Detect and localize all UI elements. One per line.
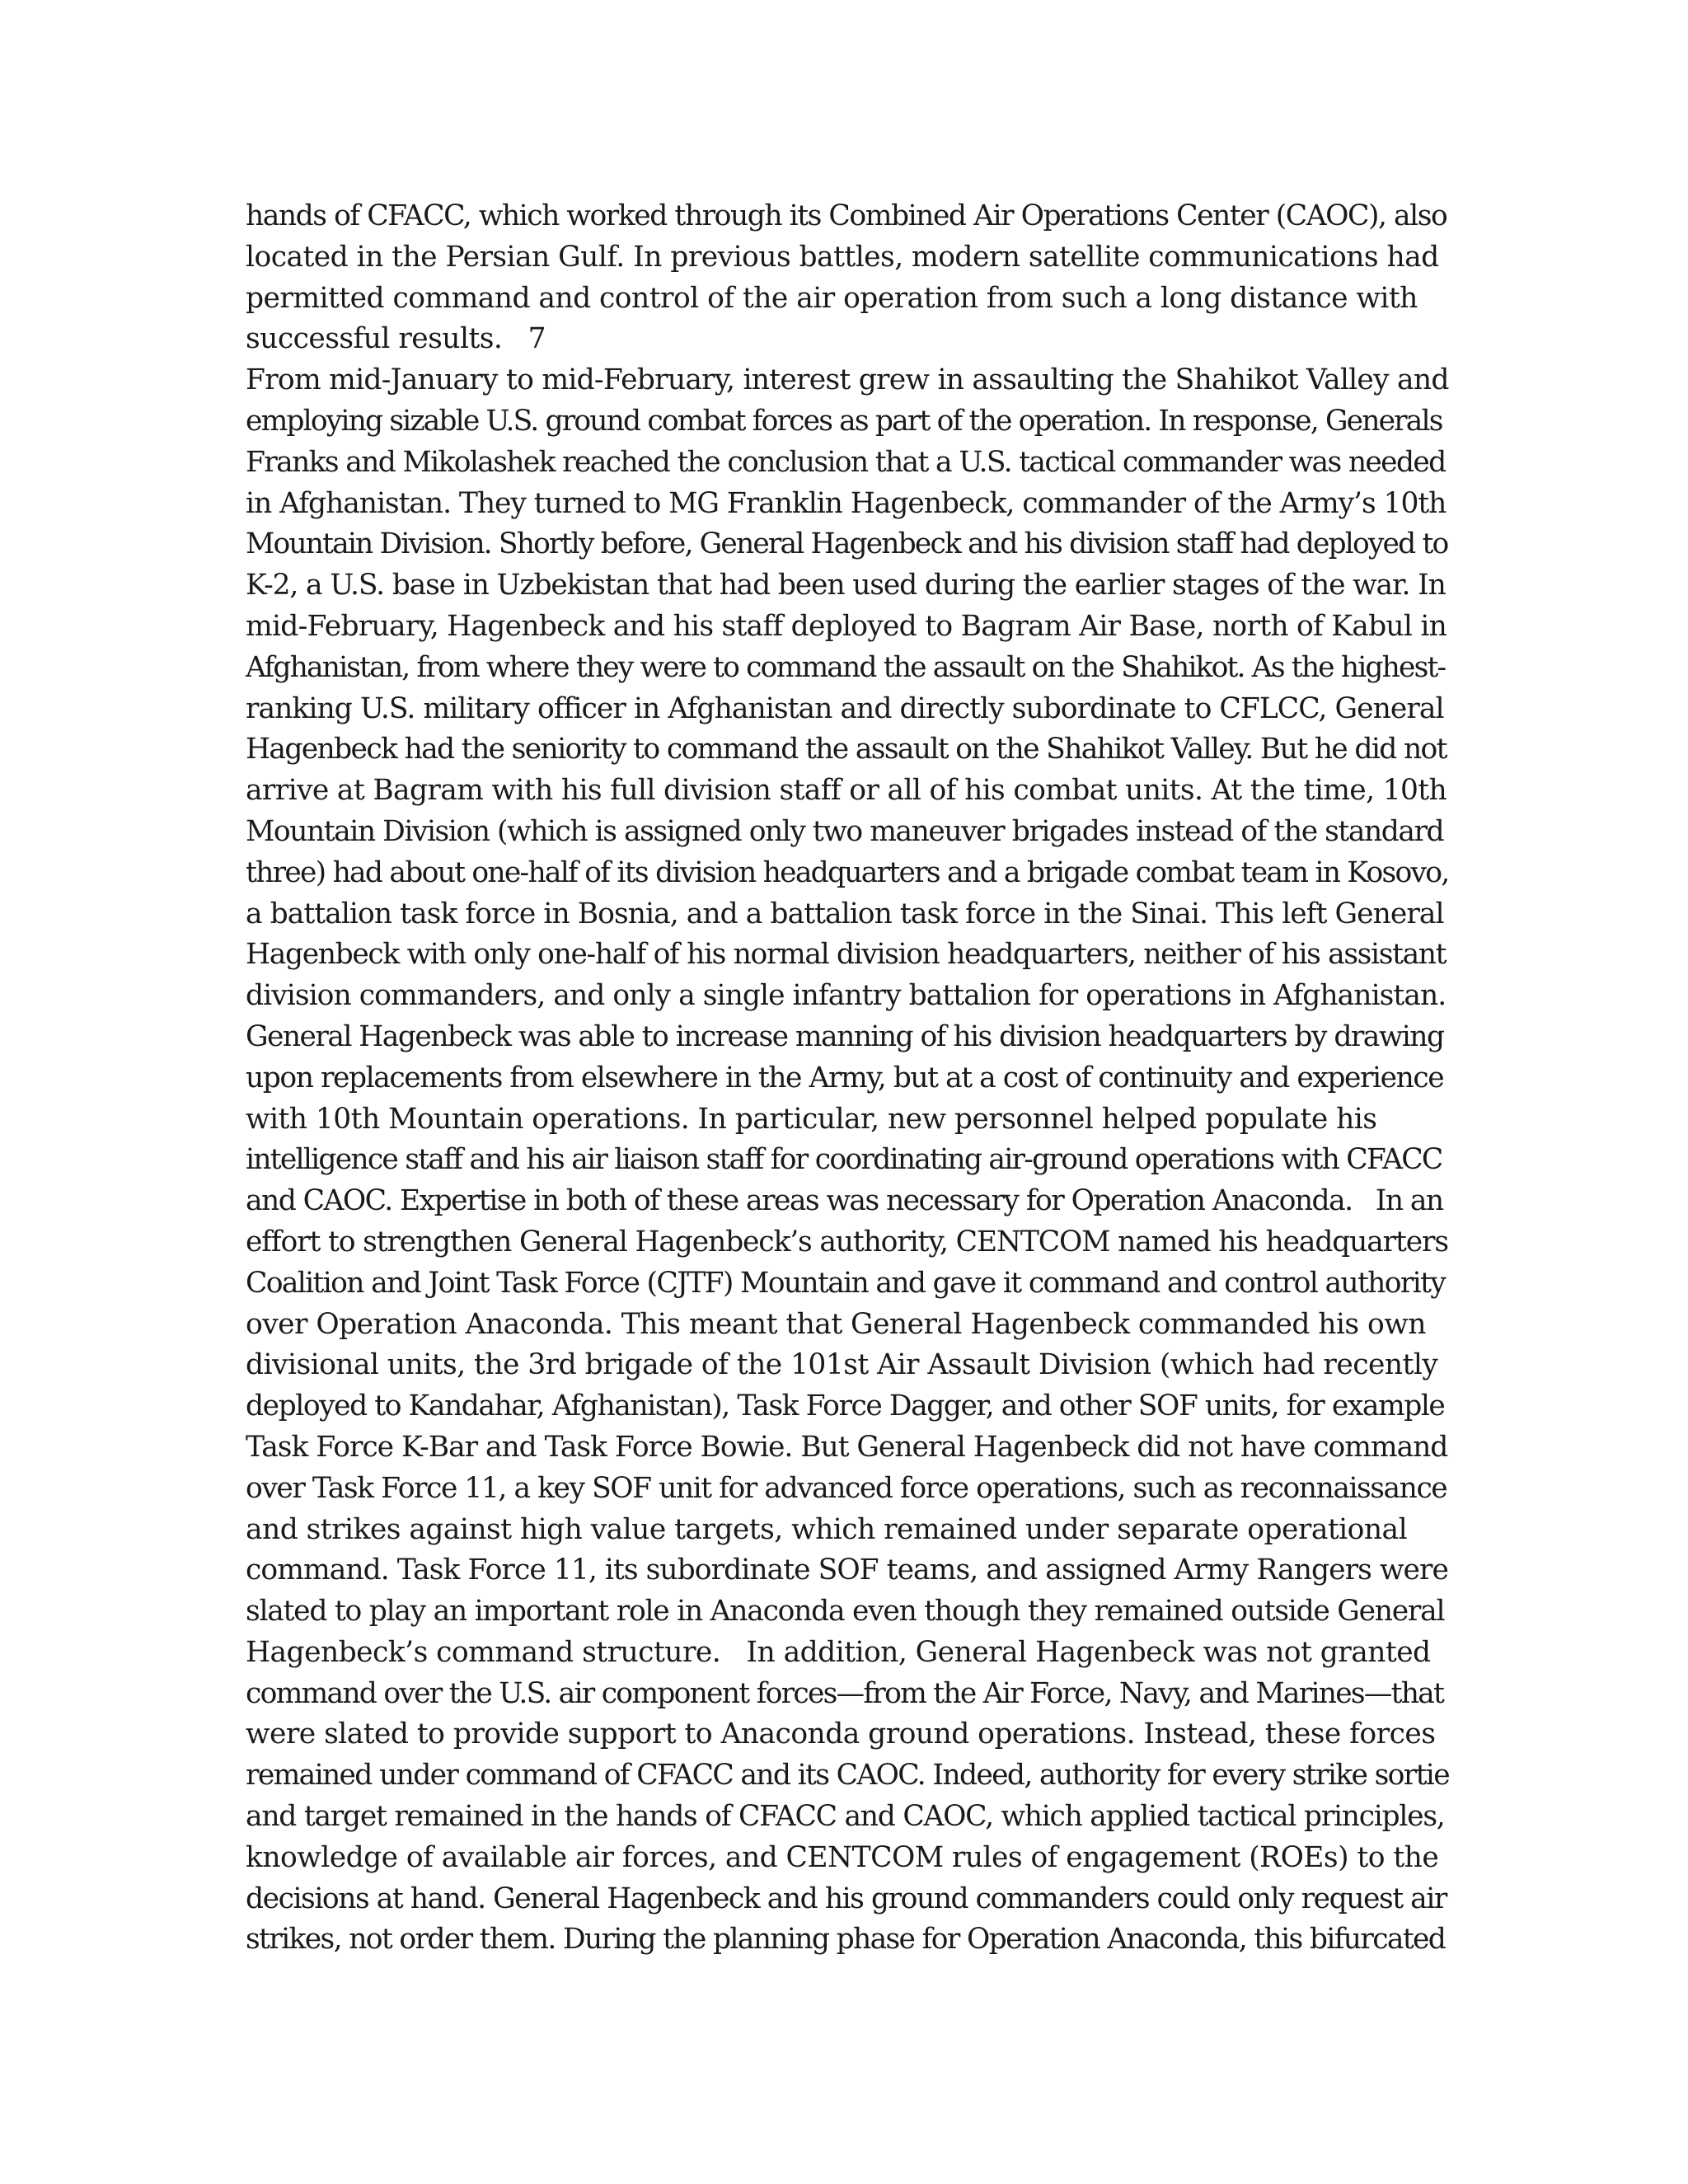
text-line: divisional units, the 3rd brigade of the 101st Air Assault Division (which had recently <box>246 1348 1438 1382</box>
text-line: over Operation Anaconda. This meant that General Hagenbeck commanded his own <box>246 1307 1426 1341</box>
text-line: From mid-January to mid-February, interest grew in assaulting the Shahikot Valley and <box>246 363 1449 397</box>
text-line: knowledge of available air forces, and CENTCOM rules of engagement (ROEs) to the <box>246 1840 1439 1874</box>
text-line: and CAOC. Expertise in both of these areas was necessary for Operation Anaconda. In an <box>246 1184 1443 1218</box>
text-line: hands of CFACC, which worked through its Combined Air Operations Center (CAOC), also <box>246 199 1447 232</box>
text-line: slated to play an important role in Anaconda even though they remained outside General <box>246 1595 1445 1629</box>
text-line: Task Force K-Bar and Task Force Bowie. But General Hagenbeck did not have command <box>246 1430 1448 1464</box>
text-line: command. Task Force 11, its subordinate SOF teams, and assigned Army Rangers were <box>246 1554 1449 1587</box>
text-line: were slated to provide support to Anaconda ground operations. Instead, these forces <box>246 1718 1436 1751</box>
text-line: and target remained in the hands of CFACC and CAOC, which applied tactical principles, <box>246 1800 1445 1834</box>
text-line: effort to strengthen General Hagenbeck’s authority, CENTCOM named his headquarters <box>246 1225 1448 1258</box>
text-line: over Task Force 11, a key SOF unit for advanced force operations, such as reconnaissance <box>246 1471 1447 1505</box>
text-line: arrive at Bagram with his full division staff or all of his combat units. At the time, 10th <box>246 774 1447 808</box>
text-line: ranking U.S. military officer in Afghanistan and directly subordinate to CFLCC, General <box>246 691 1444 725</box>
text-line: successful results. 7 <box>246 322 546 356</box>
text-line: intelligence staff and his air liaison staff for coordinating air-ground operations with CFACC <box>246 1143 1442 1177</box>
text-line: with 10th Mountain operations. In particular, new personnel helped populate his <box>246 1102 1377 1136</box>
text-line: Hagenbeck with only one-half of his normal division headquarters, neither of his assistant <box>246 938 1447 972</box>
text-line: upon replacements from elsewhere in the Army, but at a cost of continuity and experience <box>246 1061 1444 1094</box>
text-line: division commanders, and only a single infantry battalion for operations in Afghanistan. <box>246 979 1447 1013</box>
text-line: employing sizable U.S. ground combat forces as part of the operation. In response, Generals <box>246 404 1442 438</box>
text-line: decisions at hand. General Hagenbeck and his ground commanders could only request air <box>246 1882 1447 1915</box>
text-line: deployed to Kandahar, Afghanistan), Task Force Dagger, and other SOF units, for example <box>246 1390 1445 1423</box>
text-line: Hagenbeck had the seniority to command the assault on the Shahikot Valley. But he did not <box>246 733 1447 766</box>
body-text <box>246 196 1449 1961</box>
text-line: three) had about one-half of its division headquarters and a brigade combat team in Kosovo, <box>246 855 1449 889</box>
text-line: Mountain Division. Shortly before, General Hagenbeck and his division staff had deployed to <box>246 527 1448 561</box>
text-line: strikes, not order them. During the planning phase for Operation Anaconda, this bifurcated <box>246 1923 1446 1957</box>
text-line: permitted command and control of the air operation from such a long distance with <box>246 281 1418 315</box>
text-line: Coalition and Joint Task Force (CJTF) Mountain and gave it command and control authority <box>246 1266 1446 1300</box>
text-line: mid-February, Hagenbeck and his staff deployed to Bagram Air Base, north of Kabul in <box>246 609 1447 643</box>
text-line: Afghanistan, from where they were to command the assault on the Shahikot. As the highest- <box>246 650 1446 684</box>
text-line: K-2, a U.S. base in Uzbekistan that had been used during the earlier stages of the war. In <box>246 569 1446 602</box>
text-line: Hagenbeck’s command structure. In addition, General Hagenbeck was not granted <box>246 1635 1431 1669</box>
text-line: and strikes against high value targets, which remained under separate operational <box>246 1512 1408 1546</box>
text-line: General Hagenbeck was able to increase manning of his division headquarters by drawing <box>246 1019 1444 1053</box>
text-line: a battalion task force in Bosnia, and a battalion task force in the Sinai. This left General <box>246 897 1444 930</box>
text-line: Mountain Division (which is assigned only two maneuver brigades instead of the standard <box>246 814 1444 848</box>
text-line: remained under command of CFACC and its CAOC. Indeed, authority for every strike sortie <box>246 1759 1449 1793</box>
text-line: located in the Persian Gulf. In previous battles, modern satellite communications had <box>246 240 1439 274</box>
text-line: command over the U.S. air component forces—from the Air Force, Navy, and Marines—that <box>246 1676 1444 1710</box>
text-line: in Afghanistan. They turned to MG Franklin Hagenbeck, commander of the Army’s 10th <box>246 486 1447 520</box>
text-line: Franks and Mikolashek reached the conclusion that a U.S. tactical commander was needed <box>246 445 1446 479</box>
